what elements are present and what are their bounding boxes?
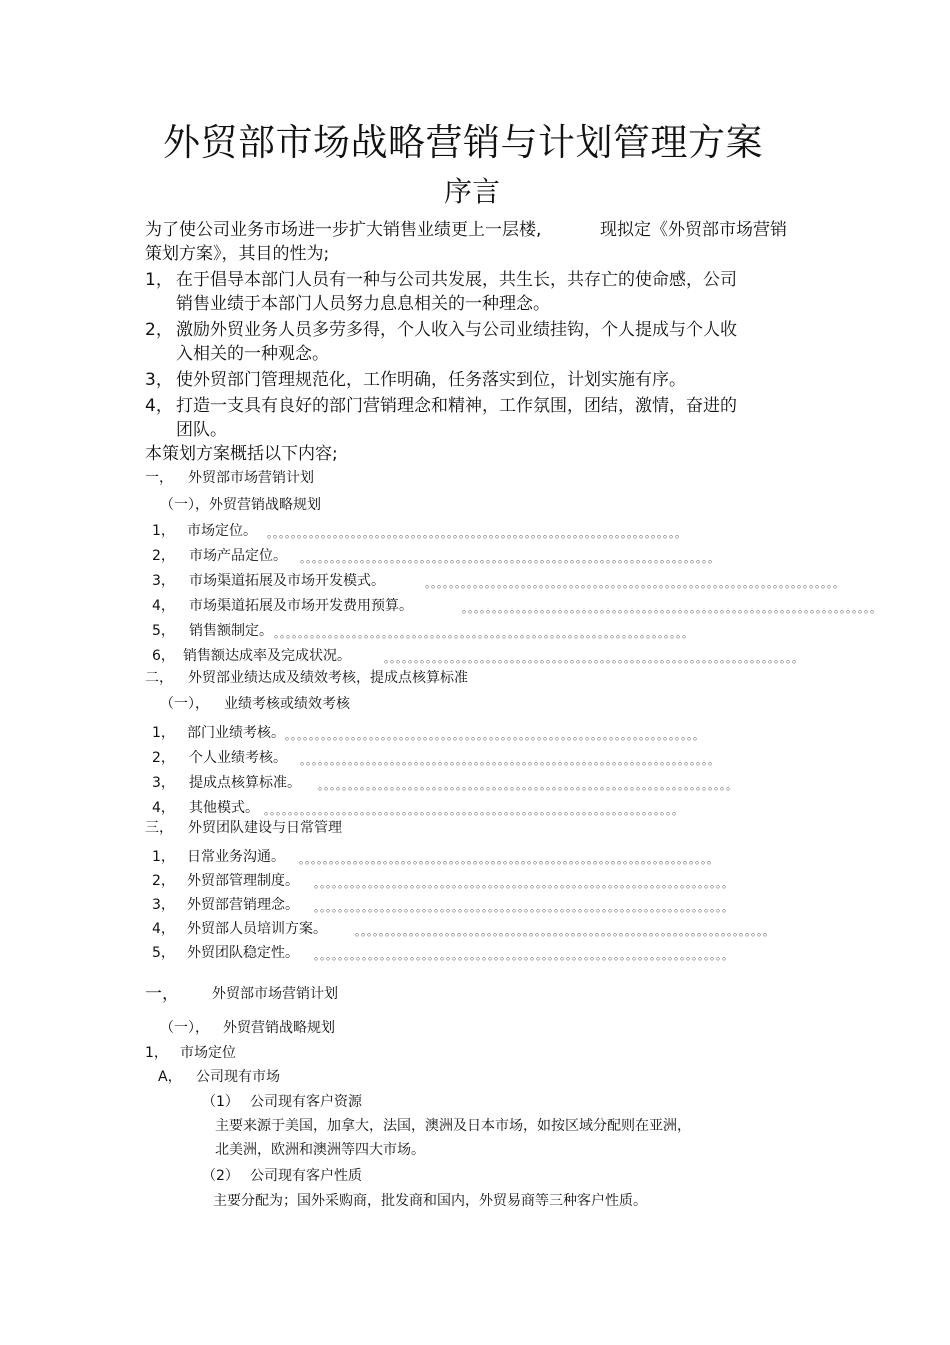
toc-entry-number: 5，	[152, 945, 175, 961]
toc-leader-dots: 。。。。。。。。。。。。。。。。。。。。。。。。。。。。。。。。。。。。。。。。。。。。。。。。。。。。。。。。。。。。。。。。。。。。。	[299, 853, 719, 866]
purpose-number: 3，	[145, 370, 173, 390]
toc-entry[interactable]	[152, 598, 882, 615]
toc-section-label: 外贸部市场营销计划	[188, 470, 314, 486]
toc-entry[interactable]	[152, 850, 792, 866]
toc-section-number: 一，	[145, 470, 173, 486]
toc-leader-dots: 。。。。。。。。。。。。。。。。。。。。。。。。。。。。。。。。。。。。。。。。。。。。。。。。。。。。。。。。。。。。。。。。。。。。。	[462, 602, 882, 615]
toc-entry-number: 1，	[152, 523, 175, 539]
toc-section-number: 二，	[145, 670, 173, 686]
toc-leader-dots: 。。。。。。。。。。。。。。。。。。。。。。。。。。。。。。。。。。。。。。。。。。。。。。。。。。。。。。。。。。。。。。。。。。。。。	[300, 552, 720, 565]
point-number: （2）	[202, 1168, 239, 1184]
toc-entry[interactable]	[152, 776, 792, 792]
toc-entry-label: 个人业绩考核。	[189, 750, 287, 766]
intro-line-1b: 现拟定《外贸部市场营销	[600, 220, 787, 240]
toc-subsection: 业绩考核或绩效考核	[224, 696, 350, 712]
summary-line: 本策划方案概括以下内容;	[145, 444, 338, 464]
purpose-text: 使外贸部门管理规范化，工作明确，任务落实到位，计划实施有序。	[176, 370, 686, 390]
toc-entry[interactable]	[152, 946, 792, 962]
toc-entry-number: 3，	[152, 775, 175, 791]
item-number: 1，	[145, 1045, 168, 1061]
toc-entry-number: 1，	[152, 725, 175, 741]
intro-line-1a: 为了使公司业务市场进一步扩大销售业绩更上一层楼,	[145, 220, 542, 240]
document-title: 外贸部市场战略营销与计划管理方案	[163, 121, 763, 164]
point-text: 主要来源于美国，加拿大，法国，澳洲及日本市场，如按区域分配则在亚洲，	[215, 1118, 691, 1134]
toc-entry-label: 外贸部营销理念。	[187, 897, 299, 913]
purpose-text-cont: 团队。	[176, 420, 227, 440]
toc-entry-label: 部门业绩考核。	[187, 725, 285, 741]
toc-entry-number: 2，	[152, 873, 175, 889]
toc-entry[interactable]	[152, 624, 797, 640]
toc-entry[interactable]	[152, 751, 792, 767]
purpose-text: 在于倡导本部门人员有一种与公司共发展，共生长，共存亡的使命感，公司	[176, 270, 737, 290]
purpose-text: 激励外贸业务人员多劳多得，个人收入与公司业绩挂钩，个人提成与个人收	[176, 320, 737, 340]
point-number: （1）	[202, 1094, 239, 1110]
toc-entry-label: 市场产品定位。	[189, 548, 287, 564]
toc-entry-label: 销售额制定。	[189, 623, 273, 639]
preface-heading: 序言	[444, 175, 501, 208]
purpose-number: 1，	[145, 270, 173, 290]
toc-leader-dots: 。。。。。。。。。。。。。。。。。。。。。。。。。。。。。。。。。。。。。。。。。。。。。。。。。。。。。。。。。。。。。。。。。。。。。	[314, 877, 734, 890]
toc-entry-label: 外贸部人员培训方案。	[187, 921, 327, 937]
purpose-number: 4，	[145, 396, 173, 416]
toc-section-number: 三，	[145, 820, 173, 836]
toc-leader-dots: 。。。。。。。。。。。。。。。。。。。。。。。。。。。。。。。。。。。。。。。。。。。。。。。。。。。。。。。。。。。。。。。。。。。。。	[355, 925, 775, 938]
toc-entry-label: 市场渠道拓展及市场开发费用预算。	[189, 598, 413, 614]
toc-entry-number: 6，	[152, 648, 175, 664]
toc-entry[interactable]	[152, 898, 792, 914]
toc-entry[interactable]	[152, 573, 845, 590]
toc-section-label: 外贸部业绩达成及绩效考核，提成点核算标准	[188, 670, 468, 686]
toc-entry-label: 提成点核算标准。	[189, 775, 301, 791]
toc-entry-number: 2，	[152, 548, 175, 564]
toc-subsection: （一），外贸营销战略规划	[160, 497, 321, 513]
toc-entry-number: 4，	[152, 598, 175, 614]
intro-line-2: 策划方案》，其目的性为;	[145, 244, 330, 264]
purpose-text-cont: 销售业绩于本部门人员努力息息相关的一种理念。	[176, 294, 550, 314]
toc-entry-number: 4，	[152, 800, 175, 816]
toc-entry[interactable]	[152, 549, 792, 565]
toc-entry-number: 3，	[152, 897, 175, 913]
toc-section-label: 外贸团队建设与日常管理	[188, 820, 342, 836]
toc-leader-dots: 。。。。。。。。。。。。。。。。。。。。。。。。。。。。。。。。。。。。。。。。。。。。。。。。。。。。。。。。。。。。。。。。。。。。。	[425, 577, 845, 590]
toc-entry-label: 市场渠道拓展及市场开发模式。	[189, 573, 385, 589]
toc-entry-number: 5，	[152, 623, 175, 639]
toc-leader-dots: 。。。。。。。。。。。。。。。。。。。。。。。。。。。。。。。。。。。。。。。。。。。。。。。。。。。。。。。。。。。。。。。。。。。。。	[264, 804, 684, 817]
sub-item-letter: A，	[158, 1069, 182, 1085]
toc-entry[interactable]	[152, 726, 792, 742]
toc-entry-label: 市场定位。	[187, 523, 257, 539]
toc-entry-label: 日常业务沟通。	[187, 849, 285, 865]
toc-leader-dots: 。。。。。。。。。。。。。。。。。。。。。。。。。。。。。。。。。。。。。。。。。。。。。。。。。。。。。。。。。。。。。。。。。。。。。	[314, 901, 734, 914]
toc-entry-label: 外贸团队稳定性。	[187, 945, 299, 961]
toc-leader-dots: 。。。。。。。。。。。。。。。。。。。。。。。。。。。。。。。。。。。。。。。。。。。。。。。。。。。。。。。。。。。。。。。。。。。。。	[285, 729, 705, 742]
toc-entry[interactable]	[152, 801, 792, 817]
toc-entry[interactable]	[152, 649, 807, 665]
toc-entry-label: 外贸部管理制度。	[187, 873, 299, 889]
point-heading: 公司现有客户性质	[250, 1168, 362, 1184]
subsection-heading: 外贸营销战略规划	[223, 1020, 335, 1036]
item-heading: 市场定位	[180, 1045, 236, 1061]
toc-entry-number: 1，	[152, 849, 175, 865]
point-text-cont: 北美洲，欧洲和澳洲等四大市场。	[215, 1142, 425, 1158]
toc-entry-number: 2，	[152, 750, 175, 766]
point-heading: 公司现有客户资源	[250, 1094, 362, 1110]
purpose-number: 2，	[145, 320, 173, 340]
toc-leader-dots: 。。。。。。。。。。。。。。。。。。。。。。。。。。。。。。。。。。。。。。。。。。。。。。。。。。。。。。。。。。。。。。。。。。。。。	[300, 754, 720, 767]
toc-leader-dots: 。。。。。。。。。。。。。。。。。。。。。。。。。。。。。。。。。。。。。。。。。。。。。。。。。。。。。。。。。。。。。。。。。。。。。	[384, 652, 804, 665]
toc-entry-label: 其他模式。	[189, 800, 259, 816]
toc-leader-dots: 。。。。。。。。。。。。。。。。。。。。。。。。。。。。。。。。。。。。。。。。。。。。。。。。。。。。。。。。。。。。。。。。。。。。。	[267, 527, 687, 540]
toc-leader-dots: 。。。。。。。。。。。。。。。。。。。。。。。。。。。。。。。。。。。。。。。。。。。。。。。。。。。。。。。。。。。。。。。。。。。。。	[274, 627, 694, 640]
toc-entry[interactable]	[152, 922, 792, 938]
toc-entry-label: 销售额达成率及完成状况。	[183, 648, 351, 664]
toc-leader-dots: 。。。。。。。。。。。。。。。。。。。。。。。。。。。。。。。。。。。。。。。。。。。。。。。。。。。。。。。。。。。。。。。。。。。。。	[318, 779, 738, 792]
section-number: 一，	[145, 984, 179, 1004]
toc-subsection-prefix: （一），	[160, 696, 209, 712]
purpose-text: 打造一支具有良好的部门营销理念和精神，工作氛围，团结，激情，奋进的	[176, 396, 737, 416]
toc-entry[interactable]	[152, 874, 792, 890]
section-heading: 外贸部市场营销计划	[212, 986, 338, 1002]
subsection-prefix: （一），	[160, 1020, 209, 1036]
toc-leader-dots: 。。。。。。。。。。。。。。。。。。。。。。。。。。。。。。。。。。。。。。。。。。。。。。。。。。。。。。。。。。。。。。。。。。。。。	[314, 949, 734, 962]
toc-entry-number: 3，	[152, 573, 175, 589]
toc-entry-number: 4，	[152, 921, 175, 937]
sub-item-heading: 公司现有市场	[196, 1069, 280, 1085]
purpose-text-cont: 入相关的一种观念。	[176, 344, 329, 364]
toc-entry[interactable]	[152, 524, 792, 540]
point-text: 主要分配为；国外采购商，批发商和国内，外贸易商等三种客户性质。	[213, 1193, 647, 1209]
